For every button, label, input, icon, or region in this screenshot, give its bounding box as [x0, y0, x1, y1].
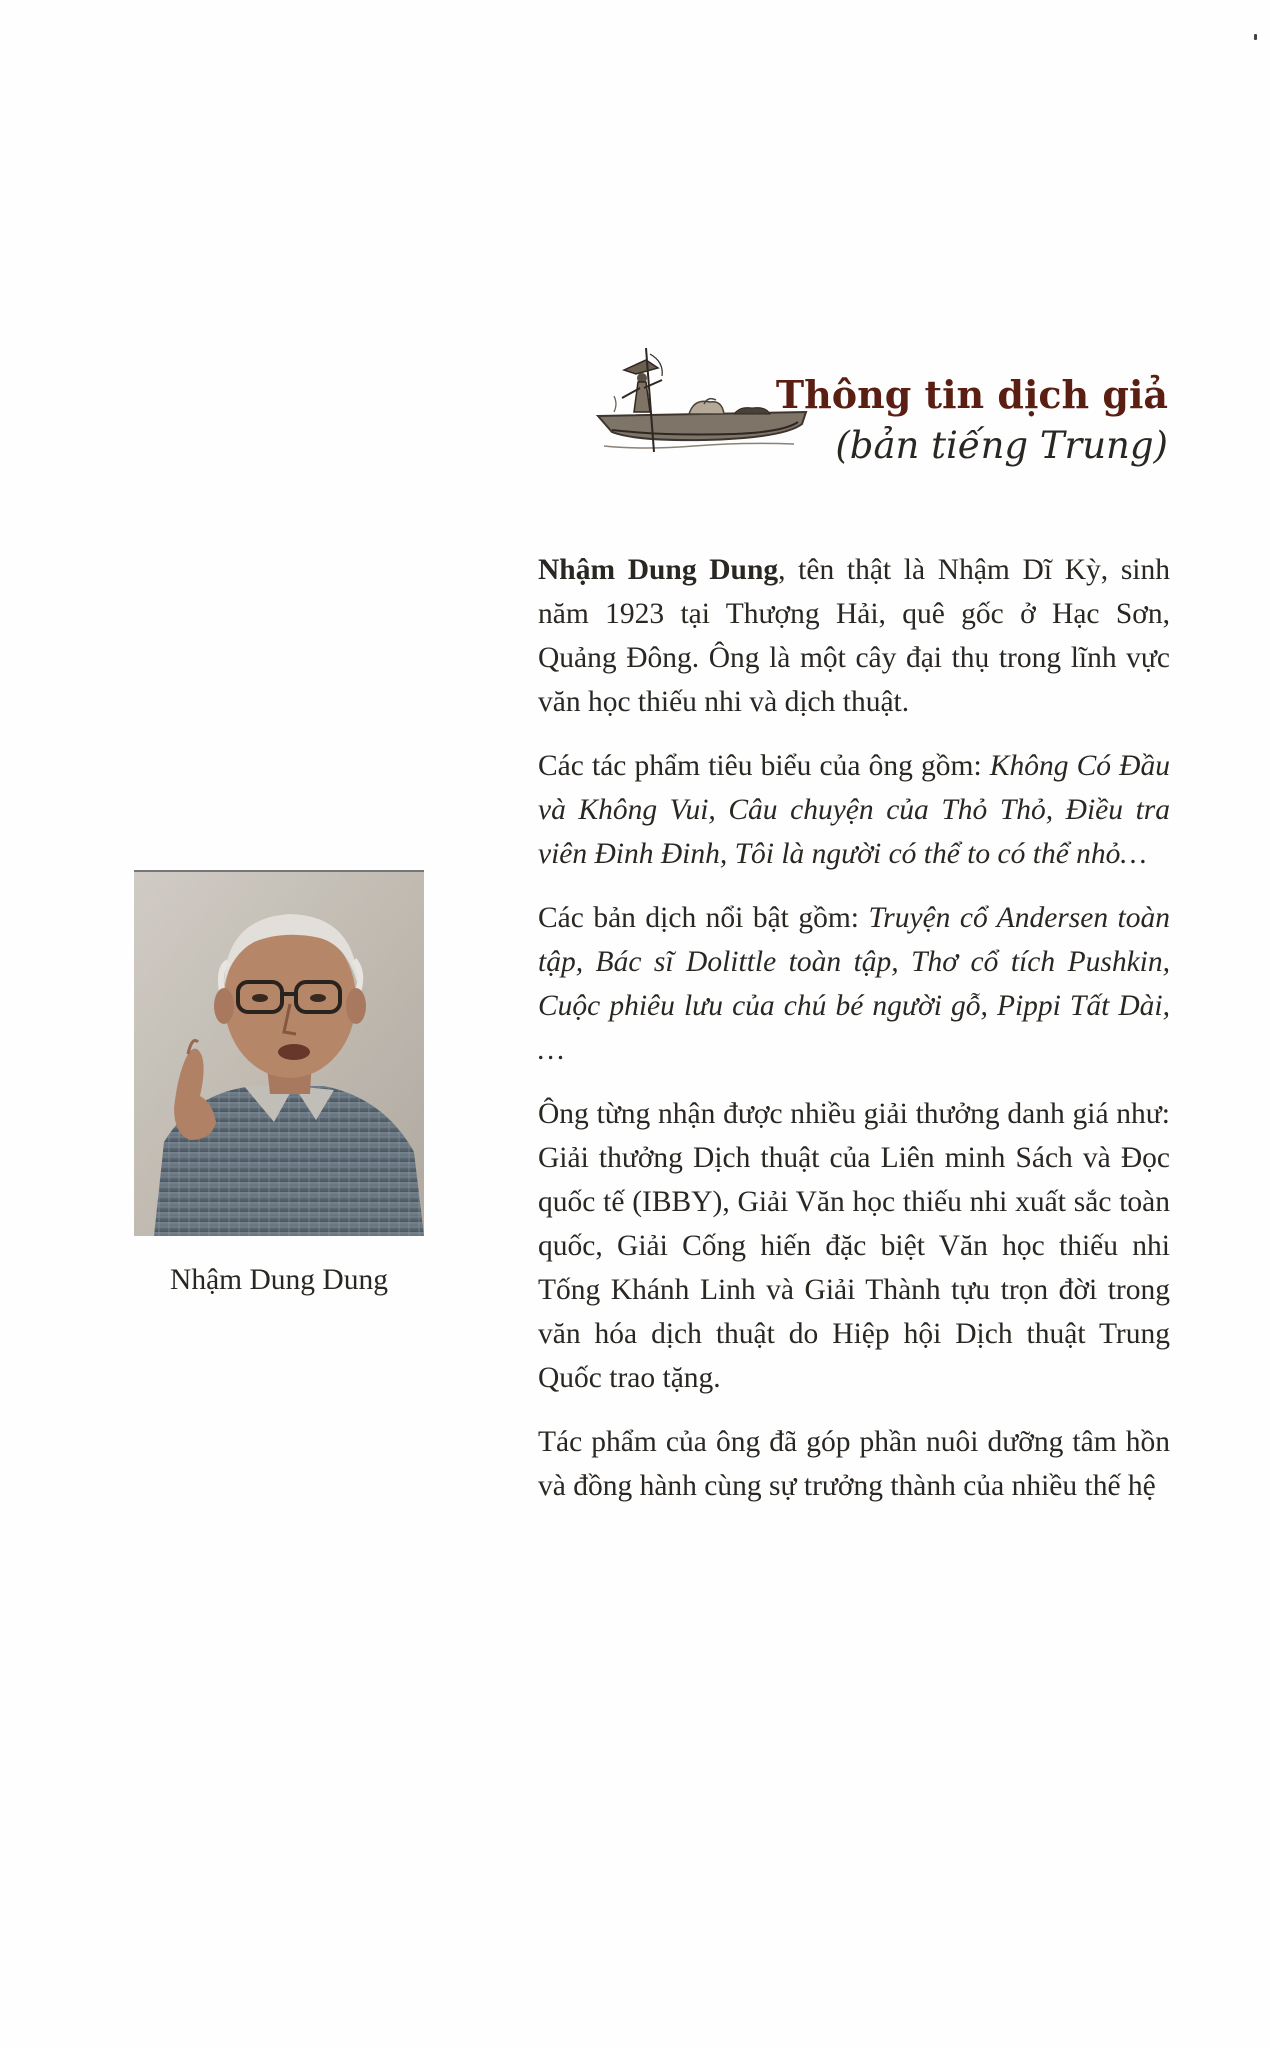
translator-name: Nhậm Dung Dung: [538, 554, 779, 586]
translations-lead: Các bản dịch nổi bật gồm:: [538, 902, 869, 934]
section-title: Thông tin dịch giả: [775, 372, 1168, 417]
bio-paragraph-works: [538, 744, 1170, 876]
scan-speck: [1254, 34, 1257, 40]
photo-caption: Nhậm Dung Dung: [170, 1264, 388, 1296]
translator-photo: [134, 870, 424, 1236]
works-list: Không Có Đầu và Không Vui, Câu chuyện của Thỏ Thỏ, Điều tra viên Đinh Đinh, Tôi là người có thể to có thể nhỏ…: [538, 750, 1170, 870]
translations-list: Truyện cổ Andersen toàn tập, Bác sĩ Dolittle toàn tập, Thơ cổ tích Pushkin, Cuộc phiêu lưu của chú bé người gỗ, Pippi Tất Dài, …: [538, 902, 1171, 1066]
portrait-image: [134, 872, 424, 1236]
intro-text: , tên thật là Nhậm Dĩ Kỳ, sinh năm 1923 tại Thượng Hải, quê gốc ở Hạc Sơn, Quảng Đông. Ông là một cây đại thụ trong lĩnh vực văn học thiếu nhi và dịch thuật.: [538, 554, 1170, 718]
bio-paragraph-translations: [538, 896, 1170, 1072]
biography-text: [538, 548, 1170, 1528]
section-subtitle: (bản tiếng Trung): [835, 424, 1168, 467]
bio-paragraph-awards: Ông từng nhận được nhiều giải thưởng danh giá như: Giải thưởng Dịch thuật của Liên minh Sách và Đọc quốc tế (IBBY), Giải Văn học thiếu nhi xuất sắc toàn quốc, Giải Cống hiến đặc biệt Văn học thiếu nhi Tống Khánh Linh và Giải Thành tựu trọn đời trong văn hóa dịch thuật do Hiệp hội Dịch thuật Trung Quốc trao tặng.: [538, 1098, 1170, 1394]
works-lead: Các tác phẩm tiêu biểu của ông gồm:: [538, 750, 990, 782]
bio-paragraph-intro: [538, 548, 1170, 724]
bio-paragraph-legacy: Tác phẩm của ông đã góp phần nuôi dưỡng tâm hồn và đồng hành cùng sự trưởng thành của nhiều thế hệ: [538, 1426, 1170, 1502]
